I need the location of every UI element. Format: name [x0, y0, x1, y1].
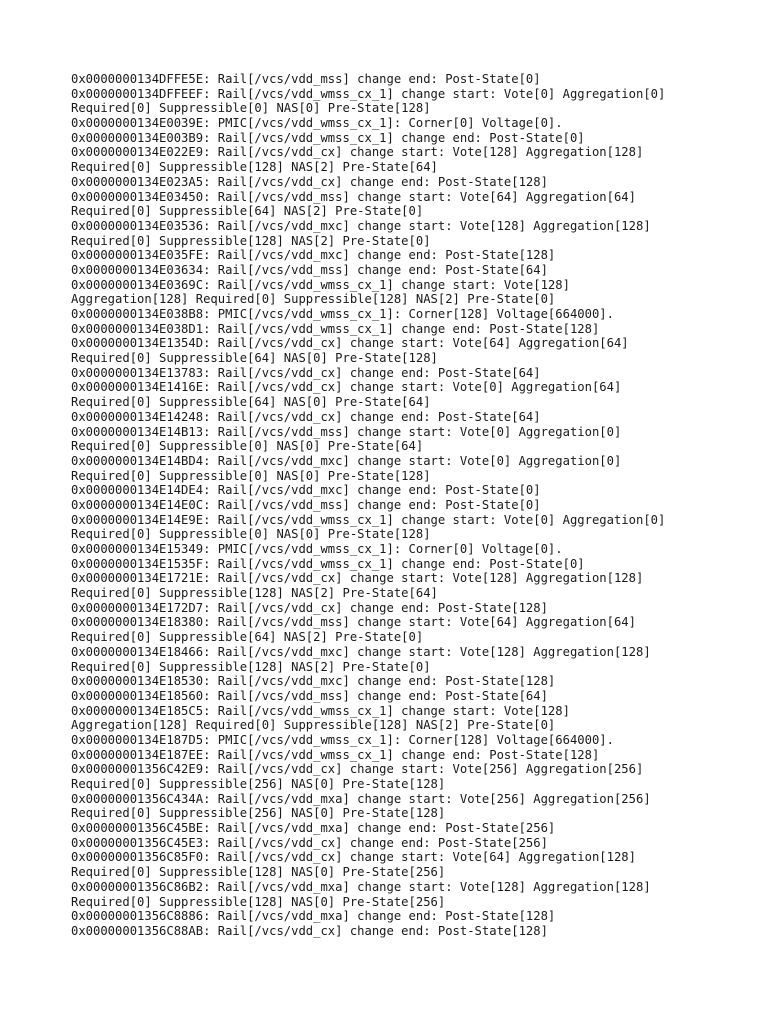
- log-line: 0x0000000134E14E9E: Rail[/vcs/vdd_wmss_cx_1] change start: Vote[0] Aggregation[0]: [71, 512, 666, 527]
- log-line: 0x0000000134E18530: Rail[/vcs/vdd_mxc] change end: Post-State[128]: [71, 674, 556, 689]
- log-line: 0x0000000134E0369C: Rail[/vcs/vdd_wmss_cx_1] change start: Vote[128]: [71, 277, 570, 292]
- log-line: 0x0000000134E185C5: Rail[/vcs/vdd_wmss_cx_1] change start: Vote[128]: [71, 703, 570, 718]
- log-line: 0x0000000134E038B8: PMIC[/vcs/vdd_wmss_cx_1]: Corner[128] Voltage[664000].: [71, 307, 614, 321]
- log-line: Required[0] Suppressible[64] NAS[0] Pre-State[64]: [71, 395, 431, 410]
- log-line: 0x00000001356C45BE: Rail[/vcs/vdd_mxa] change end: Post-State[256]: [71, 821, 556, 836]
- log-line: 0x0000000134E1416E: Rail[/vcs/vdd_cx] change start: Vote[0] Aggregation[64]: [71, 380, 622, 395]
- log-line: 0x0000000134E035FE: Rail[/vcs/vdd_mxc] change end: Post-State[128]: [71, 248, 556, 263]
- log-line: 0x0000000134E172D7: Rail[/vcs/vdd_cx] change end: Post-State[128]: [71, 600, 548, 615]
- log-line: 0x0000000134E1535F: Rail[/vcs/vdd_wmss_cx_1] change end: Post-State[0]: [71, 556, 585, 571]
- log-line: 0x0000000134E187EE: Rail[/vcs/vdd_wmss_cx_1] change end: Post-State[128]: [71, 747, 600, 762]
- log-line: Required[0] Suppressible[0] NAS[0] Pre-State[64]: [71, 439, 424, 454]
- log-line: Required[0] Suppressible[256] NAS[0] Pre-State[128]: [71, 806, 446, 821]
- log-line: 0x00000001356C434A: Rail[/vcs/vdd_mxa] change start: Vote[256] Aggregation[256]: [71, 791, 651, 806]
- log-line: Required[0] Suppressible[0] NAS[0] Pre-State[128]: [71, 468, 431, 483]
- log-line: 0x0000000134E0039E: PMIC[/vcs/vdd_wmss_cx_1]: Corner[0] Voltage[0].: [71, 116, 563, 131]
- log-line: 0x0000000134E038D1: Rail[/vcs/vdd_wmss_cx_1] change end: Post-State[128]: [71, 321, 600, 336]
- log-line: 0x00000001356C45E3: Rail[/vcs/vdd_cx] change end: Post-State[256]: [71, 835, 548, 850]
- log-line: 0x0000000134E03450: Rail[/vcs/vdd_mss] change start: Vote[64] Aggregation[64]: [71, 189, 636, 204]
- log-line: Required[0] Suppressible[0] NAS[0] Pre-State[128]: [71, 527, 431, 542]
- log-line: 0x00000001356C88AB: Rail[/vcs/vdd_cx] change end: Post-State[128]: [71, 923, 548, 938]
- log-line: 0x0000000134E1354D: Rail[/vcs/vdd_cx] change start: Vote[64] Aggregation[64]: [71, 336, 629, 351]
- log-line: 0x00000001356C85F0: Rail[/vcs/vdd_cx] change start: Vote[64] Aggregation[128]: [71, 850, 636, 865]
- log-line: 0x0000000134E18380: Rail[/vcs/vdd_mss] change start: Vote[64] Aggregation[64]: [71, 615, 636, 630]
- log-line: 0x0000000134E03536: Rail[/vcs/vdd_mxc] change start: Vote[128] Aggregation[128]: [71, 218, 651, 233]
- log-line: Required[0] Suppressible[0] NAS[0] Pre-State[128]: [71, 101, 431, 116]
- log-line: 0x0000000134E14B13: Rail[/vcs/vdd_mss] change start: Vote[0] Aggregation[0]: [71, 424, 622, 439]
- log-text-body: [71, 72, 751, 939]
- log-line: 0x0000000134E022E9: Rail[/vcs/vdd_cx] change start: Vote[128] Aggregation[128]: [71, 145, 644, 160]
- log-line: Aggregation[128] Required[0] Suppressible[128] NAS[2] Pre-State[0]: [71, 292, 556, 307]
- log-line: 0x0000000134DFFE5E: Rail[/vcs/vdd_mss] change end: Post-State[0]: [71, 72, 541, 86]
- log-line: 0x00000001356C8886: Rail[/vcs/vdd_mxa] change end: Post-State[128]: [71, 909, 556, 924]
- log-line: Required[0] Suppressible[128] NAS[2] Pre-State[0]: [71, 659, 431, 674]
- log-line: Required[0] Suppressible[128] NAS[0] Pre-State[256]: [71, 865, 446, 880]
- log-line: 0x0000000134E14BD4: Rail[/vcs/vdd_mxc] change start: Vote[0] Aggregation[0]: [71, 453, 622, 468]
- log-line: Required[0] Suppressible[128] NAS[0] Pre-State[256]: [71, 894, 446, 909]
- log-line: 0x0000000134E13783: Rail[/vcs/vdd_cx] change end: Post-State[64]: [71, 365, 541, 380]
- log-line: 0x0000000134E14E0C: Rail[/vcs/vdd_mss] change end: Post-State[0]: [71, 497, 541, 512]
- log-line: Required[0] Suppressible[64] NAS[2] Pre-State[0]: [71, 630, 424, 645]
- log-line: 0x0000000134E1721E: Rail[/vcs/vdd_cx] change start: Vote[128] Aggregation[128]: [71, 571, 644, 586]
- log-line: 0x0000000134DFFEEF: Rail[/vcs/vdd_wmss_cx_1] change start: Vote[0] Aggregation[0]: [71, 86, 666, 101]
- log-line: Required[0] Suppressible[64] NAS[2] Pre-State[0]: [71, 204, 424, 219]
- log-line: Required[0] Suppressible[128] NAS[2] Pre-State[0]: [71, 233, 431, 248]
- log-line: Required[0] Suppressible[256] NAS[0] Pre-State[128]: [71, 777, 446, 791]
- log-line: 0x0000000134E18466: Rail[/vcs/vdd_mxc] change start: Vote[128] Aggregation[128]: [71, 644, 651, 659]
- log-line: 0x00000001356C42E9: Rail[/vcs/vdd_cx] change start: Vote[256] Aggregation[256]: [71, 762, 644, 777]
- log-line: 0x0000000134E14248: Rail[/vcs/vdd_cx] change end: Post-State[64]: [71, 409, 541, 424]
- log-line: 0x0000000134E003B9: Rail[/vcs/vdd_wmss_cx_1] change end: Post-State[0]: [71, 130, 585, 145]
- log-line: 0x00000001356C86B2: Rail[/vcs/vdd_mxa] change start: Vote[128] Aggregation[128]: [71, 879, 651, 894]
- log-line: Required[0] Suppressible[128] NAS[2] Pre-State[64]: [71, 160, 438, 175]
- log-line: Required[0] Suppressible[128] NAS[2] Pre-State[64]: [71, 586, 438, 601]
- log-line: 0x0000000134E023A5: Rail[/vcs/vdd_cx] change end: Post-State[128]: [71, 174, 548, 189]
- log-line: 0x0000000134E187D5: PMIC[/vcs/vdd_wmss_cx_1]: Corner[128] Voltage[664000].: [71, 732, 614, 747]
- log-line: 0x0000000134E03634: Rail[/vcs/vdd_mss] change end: Post-State[64]: [71, 262, 548, 277]
- log-line: 0x0000000134E15349: PMIC[/vcs/vdd_wmss_cx_1]: Corner[0] Voltage[0].: [71, 542, 563, 556]
- log-line: Required[0] Suppressible[64] NAS[0] Pre-State[128]: [71, 351, 438, 366]
- log-line: 0x0000000134E18560: Rail[/vcs/vdd_mss] change end: Post-State[64]: [71, 688, 548, 703]
- log-line: 0x0000000134E14DE4: Rail[/vcs/vdd_mxc] change end: Post-State[0]: [71, 483, 541, 498]
- log-line: Aggregation[128] Required[0] Suppressible[128] NAS[2] Pre-State[0]: [71, 718, 556, 733]
